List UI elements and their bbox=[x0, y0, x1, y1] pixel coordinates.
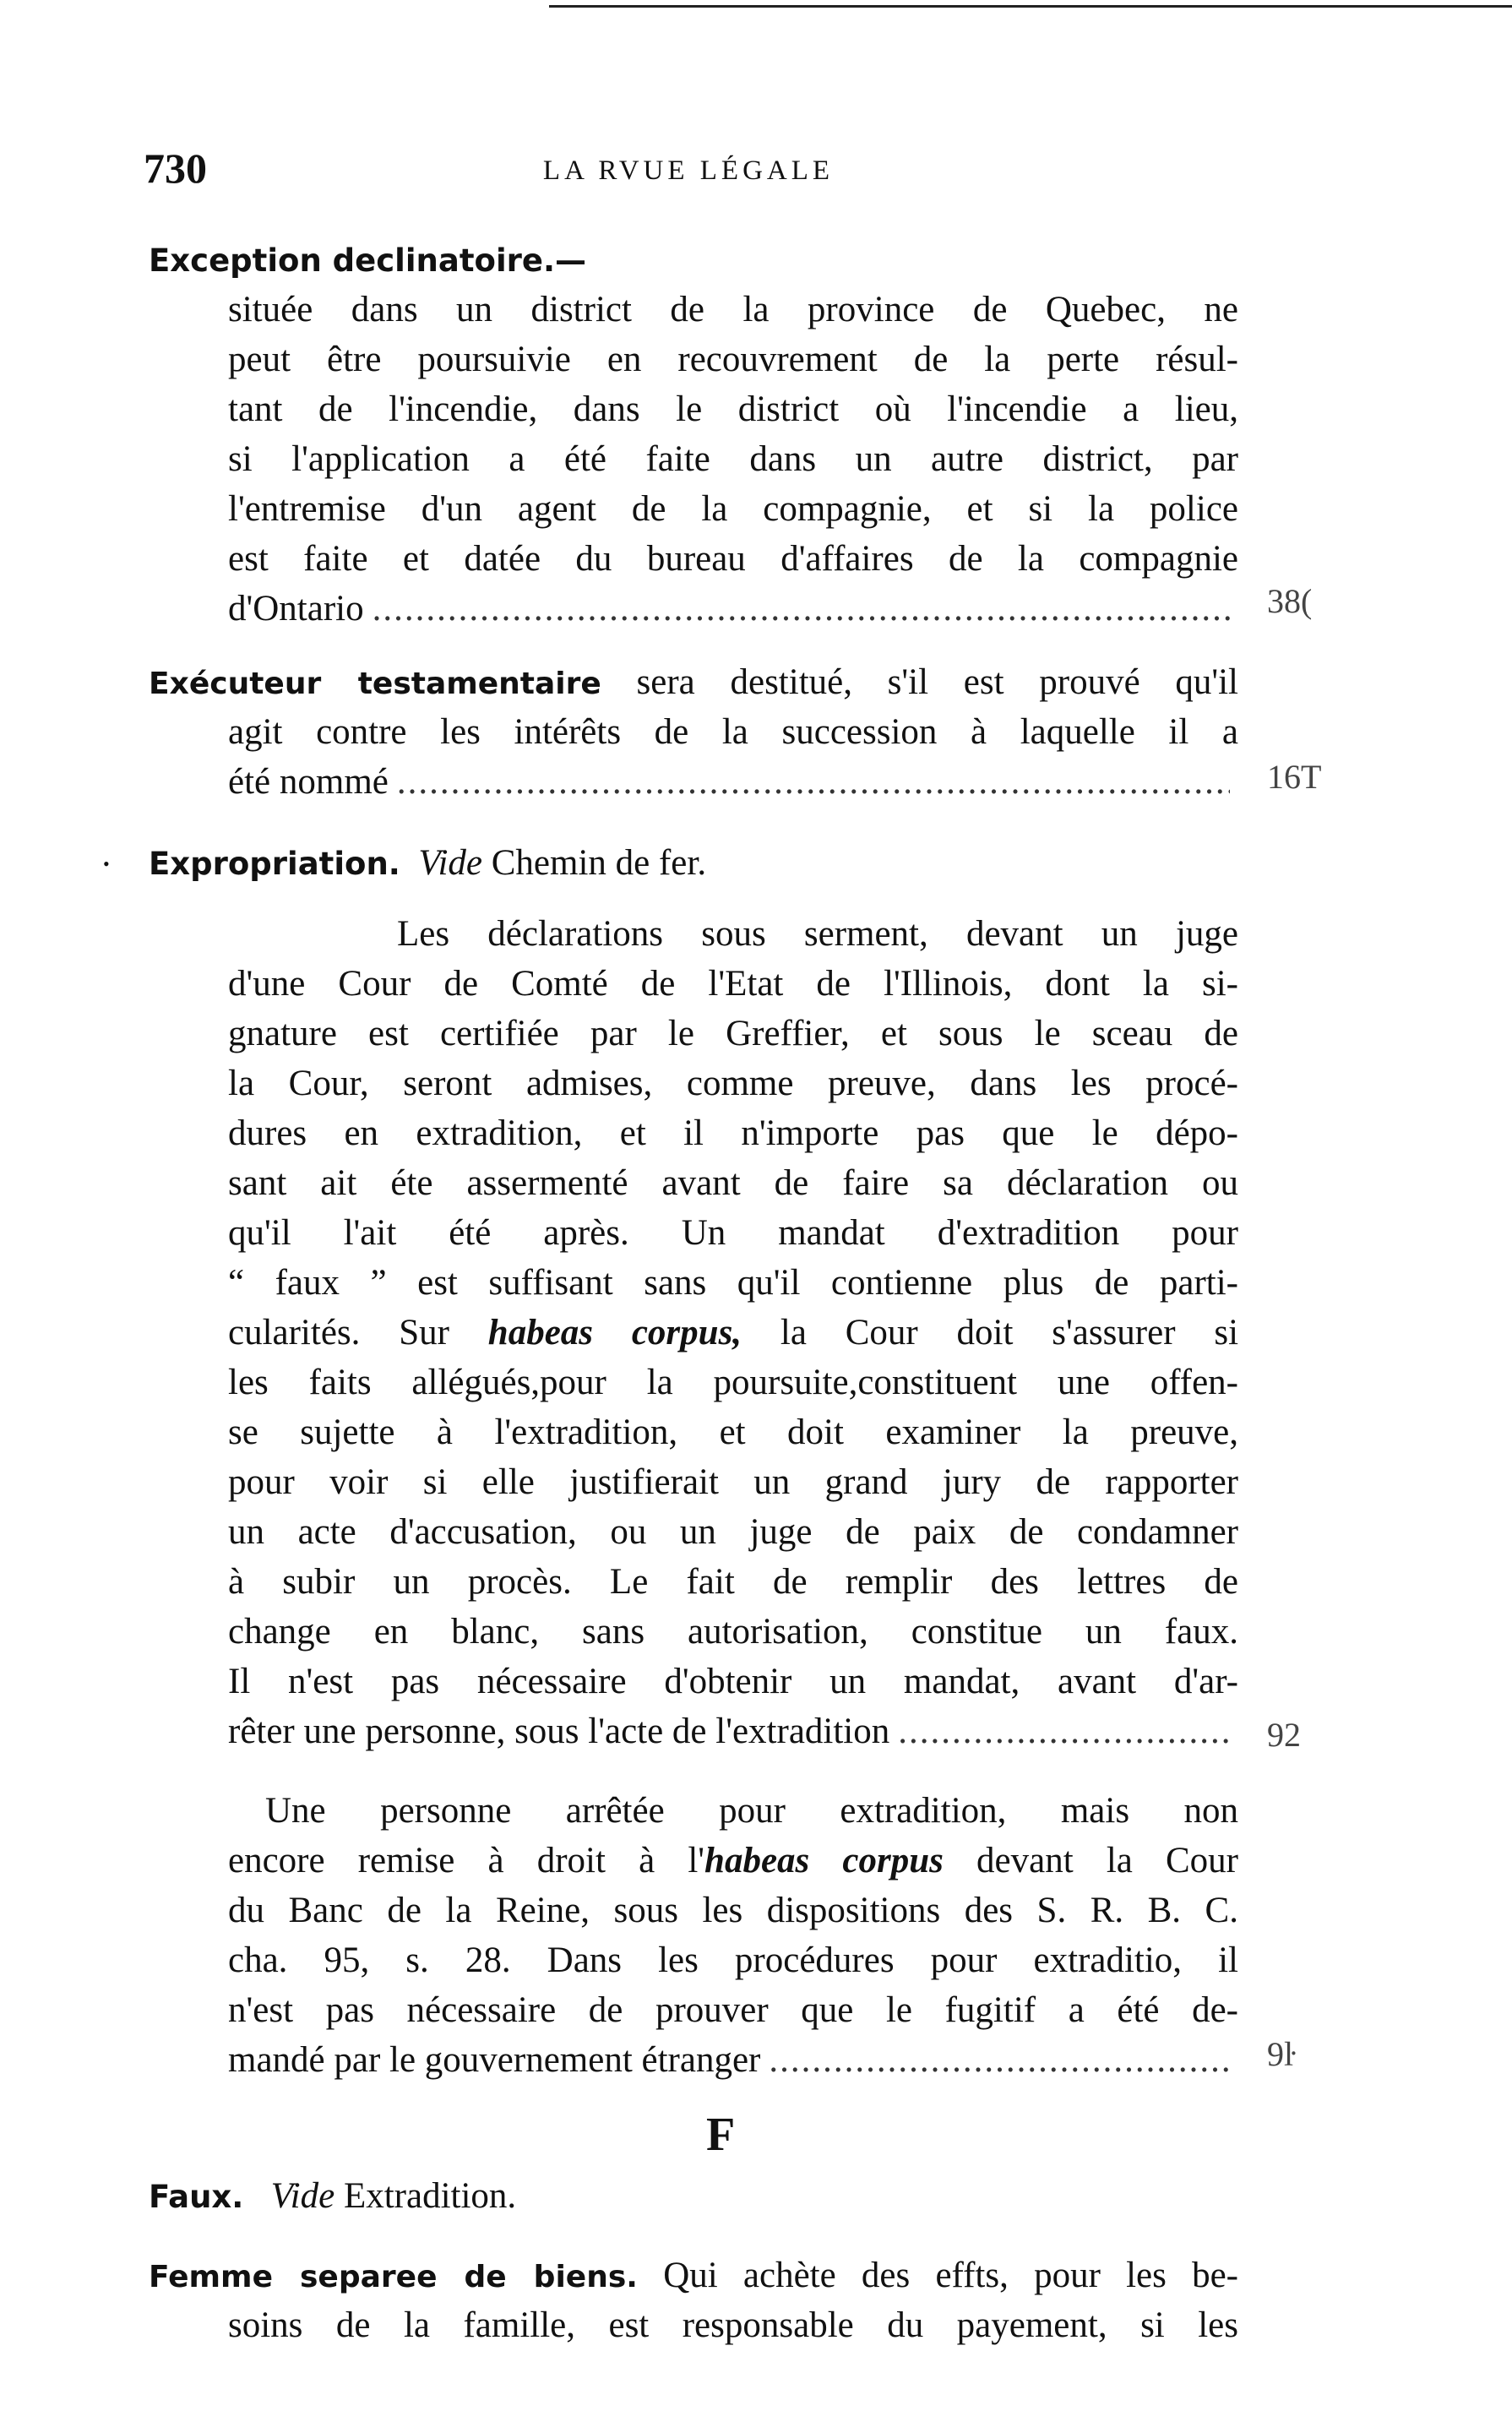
text-line: d'une Cour de Comté de l'Etat de l'Illinois, dont la si- bbox=[228, 964, 1238, 1004]
text-line: Une personne arrêtée pour extradition, mais non bbox=[265, 1791, 1238, 1831]
text-line: la Cour, seront admises, comme preuve, dans les procé- bbox=[228, 1064, 1238, 1103]
text-line: tant de l'incendie, dans le district où l'incendie a lieu, bbox=[228, 389, 1238, 429]
text-line: n'est pas nécessaire de prouver que le fugitif a été de- bbox=[228, 1990, 1238, 2030]
heading-line bbox=[149, 2171, 1238, 2221]
text-line: change en blanc, sans autorisation, constitue un faux. bbox=[228, 1612, 1238, 1652]
text-line: cha. 95, s. 28. Dans les procédures pour extraditio, il bbox=[228, 1940, 1238, 1980]
text-line: gnature est certifiée par le Greffier, et sous le sceau de bbox=[228, 1014, 1238, 1053]
heading-line bbox=[149, 657, 1238, 707]
margin-mark: • bbox=[103, 853, 110, 874]
text-line: un acte d'accusation, ou un juge de paix de condamner bbox=[228, 1512, 1238, 1552]
page-reference: 9ŀ bbox=[1267, 2035, 1296, 2073]
text-line: mandé par le gouvernement étranger bbox=[228, 2040, 761, 2080]
page-header bbox=[144, 144, 1233, 194]
entry-heading: Femme separee de biens. bbox=[149, 2260, 638, 2294]
text-line: soins de la famille, est responsable du payement, si les bbox=[228, 2305, 1238, 2345]
entry-executeur-testamentaire bbox=[149, 657, 1238, 807]
latin-term: habeas corpus bbox=[704, 1841, 944, 1880]
text-line: agit contre les intérêts de la succession à laquelle il a bbox=[228, 712, 1238, 752]
text-line: peut être poursuivie en recouvrement de la perte résul- bbox=[228, 340, 1238, 379]
heading-continuation: Qui achète des effts, pour les be- bbox=[663, 2256, 1239, 2295]
text-line: se sujette à l'extradition, et doit examiner la preuve, bbox=[228, 1412, 1238, 1452]
text-line: qu'il l'ait été après. Un mandat d'extradition pour bbox=[228, 1213, 1238, 1253]
vide-label: Vide bbox=[418, 843, 482, 883]
text-line: d'Ontario bbox=[228, 589, 364, 629]
heading-line bbox=[149, 2250, 1238, 2300]
page-number: 730 bbox=[144, 144, 207, 192]
text-line: Il n'est pas nécessaire d'obtenir un mandat, avant d'ar- bbox=[228, 1662, 1238, 1701]
text-line: est faite et datée du bureau d'affaires de la compagnie bbox=[228, 539, 1238, 579]
text-line: dures en extradition, et il n'importe pas que le dépo- bbox=[228, 1113, 1238, 1153]
text-line: l'entremise d'un agent de la compagnie, et si la police bbox=[228, 489, 1238, 529]
text-line: cularités. Sur habeas corpus, la Cour doit s'assurer si bbox=[228, 1313, 1239, 1352]
entry-extradition-paragraph-2 bbox=[149, 1786, 1238, 2085]
page-reference: 92 bbox=[1267, 1716, 1301, 1754]
entry-heading: Exception declinatoire.— bbox=[149, 242, 587, 279]
text-line: les faits allégués,pour la poursuite,constituent une offen- bbox=[228, 1363, 1238, 1402]
leader-line bbox=[149, 584, 1238, 634]
entry-exception-declinatoire bbox=[149, 235, 1238, 634]
text-line: si l'application a été faite dans un autre district, par bbox=[228, 439, 1238, 479]
cross-reference: Chemin de fer. bbox=[491, 843, 707, 883]
entry-expropriation bbox=[149, 838, 1238, 888]
text-line: Les déclarations sous serment, devant un juge bbox=[397, 914, 1238, 954]
vide-label: Vide bbox=[270, 2176, 335, 2216]
text-line: encore remise à droit à l'habeas corpus devant la Cour bbox=[228, 1841, 1238, 1880]
heading-line bbox=[149, 838, 1238, 888]
top-rule bbox=[549, 5, 1512, 8]
cross-reference: Extradition. bbox=[343, 2176, 517, 2216]
text-line: pour voir si elle justifierait un grand jury de rapporter bbox=[228, 1462, 1238, 1502]
leader-line bbox=[149, 2035, 1238, 2085]
text-line: à subir un procès. Le fait de remplir des lettres de bbox=[228, 1562, 1238, 1602]
latin-term: habeas corpus, bbox=[487, 1313, 742, 1352]
entry-extradition-paragraph-1 bbox=[149, 909, 1238, 1756]
section-letter: F bbox=[706, 2109, 736, 2161]
entry-heading: Faux. bbox=[149, 2179, 244, 2215]
text-line: “ faux ” est suffisant sans qu'il contienne plus de parti- bbox=[228, 1263, 1238, 1303]
running-title: LA RVUE LÉGALE bbox=[542, 155, 835, 186]
heading-continuation: sera destitué, s'il est prouvé qu'il bbox=[636, 662, 1239, 702]
text-line: du Banc de la Reine, sous les dispositions des S. R. B. C. bbox=[228, 1891, 1238, 1930]
text-line: rêter une personne, sous l'acte de l'extradition bbox=[228, 1712, 890, 1751]
text-line: sant ait éte assermenté avant de faire sa déclaration ou bbox=[228, 1163, 1238, 1203]
page-reference: 38( bbox=[1267, 582, 1313, 620]
entry-femme-separee-de-biens bbox=[149, 2250, 1238, 2350]
leader-line bbox=[149, 1706, 1238, 1756]
entry-heading: Exécuteur testamentaire bbox=[149, 667, 601, 701]
entry-heading: Expropriation. bbox=[149, 846, 400, 882]
text-line: située dans un district de la province de Quebec, ne bbox=[228, 290, 1238, 329]
text-line: été nommé bbox=[228, 762, 389, 802]
leader-line bbox=[149, 757, 1238, 807]
entry-faux bbox=[149, 2171, 1238, 2221]
page-reference: 16T bbox=[1267, 758, 1322, 796]
